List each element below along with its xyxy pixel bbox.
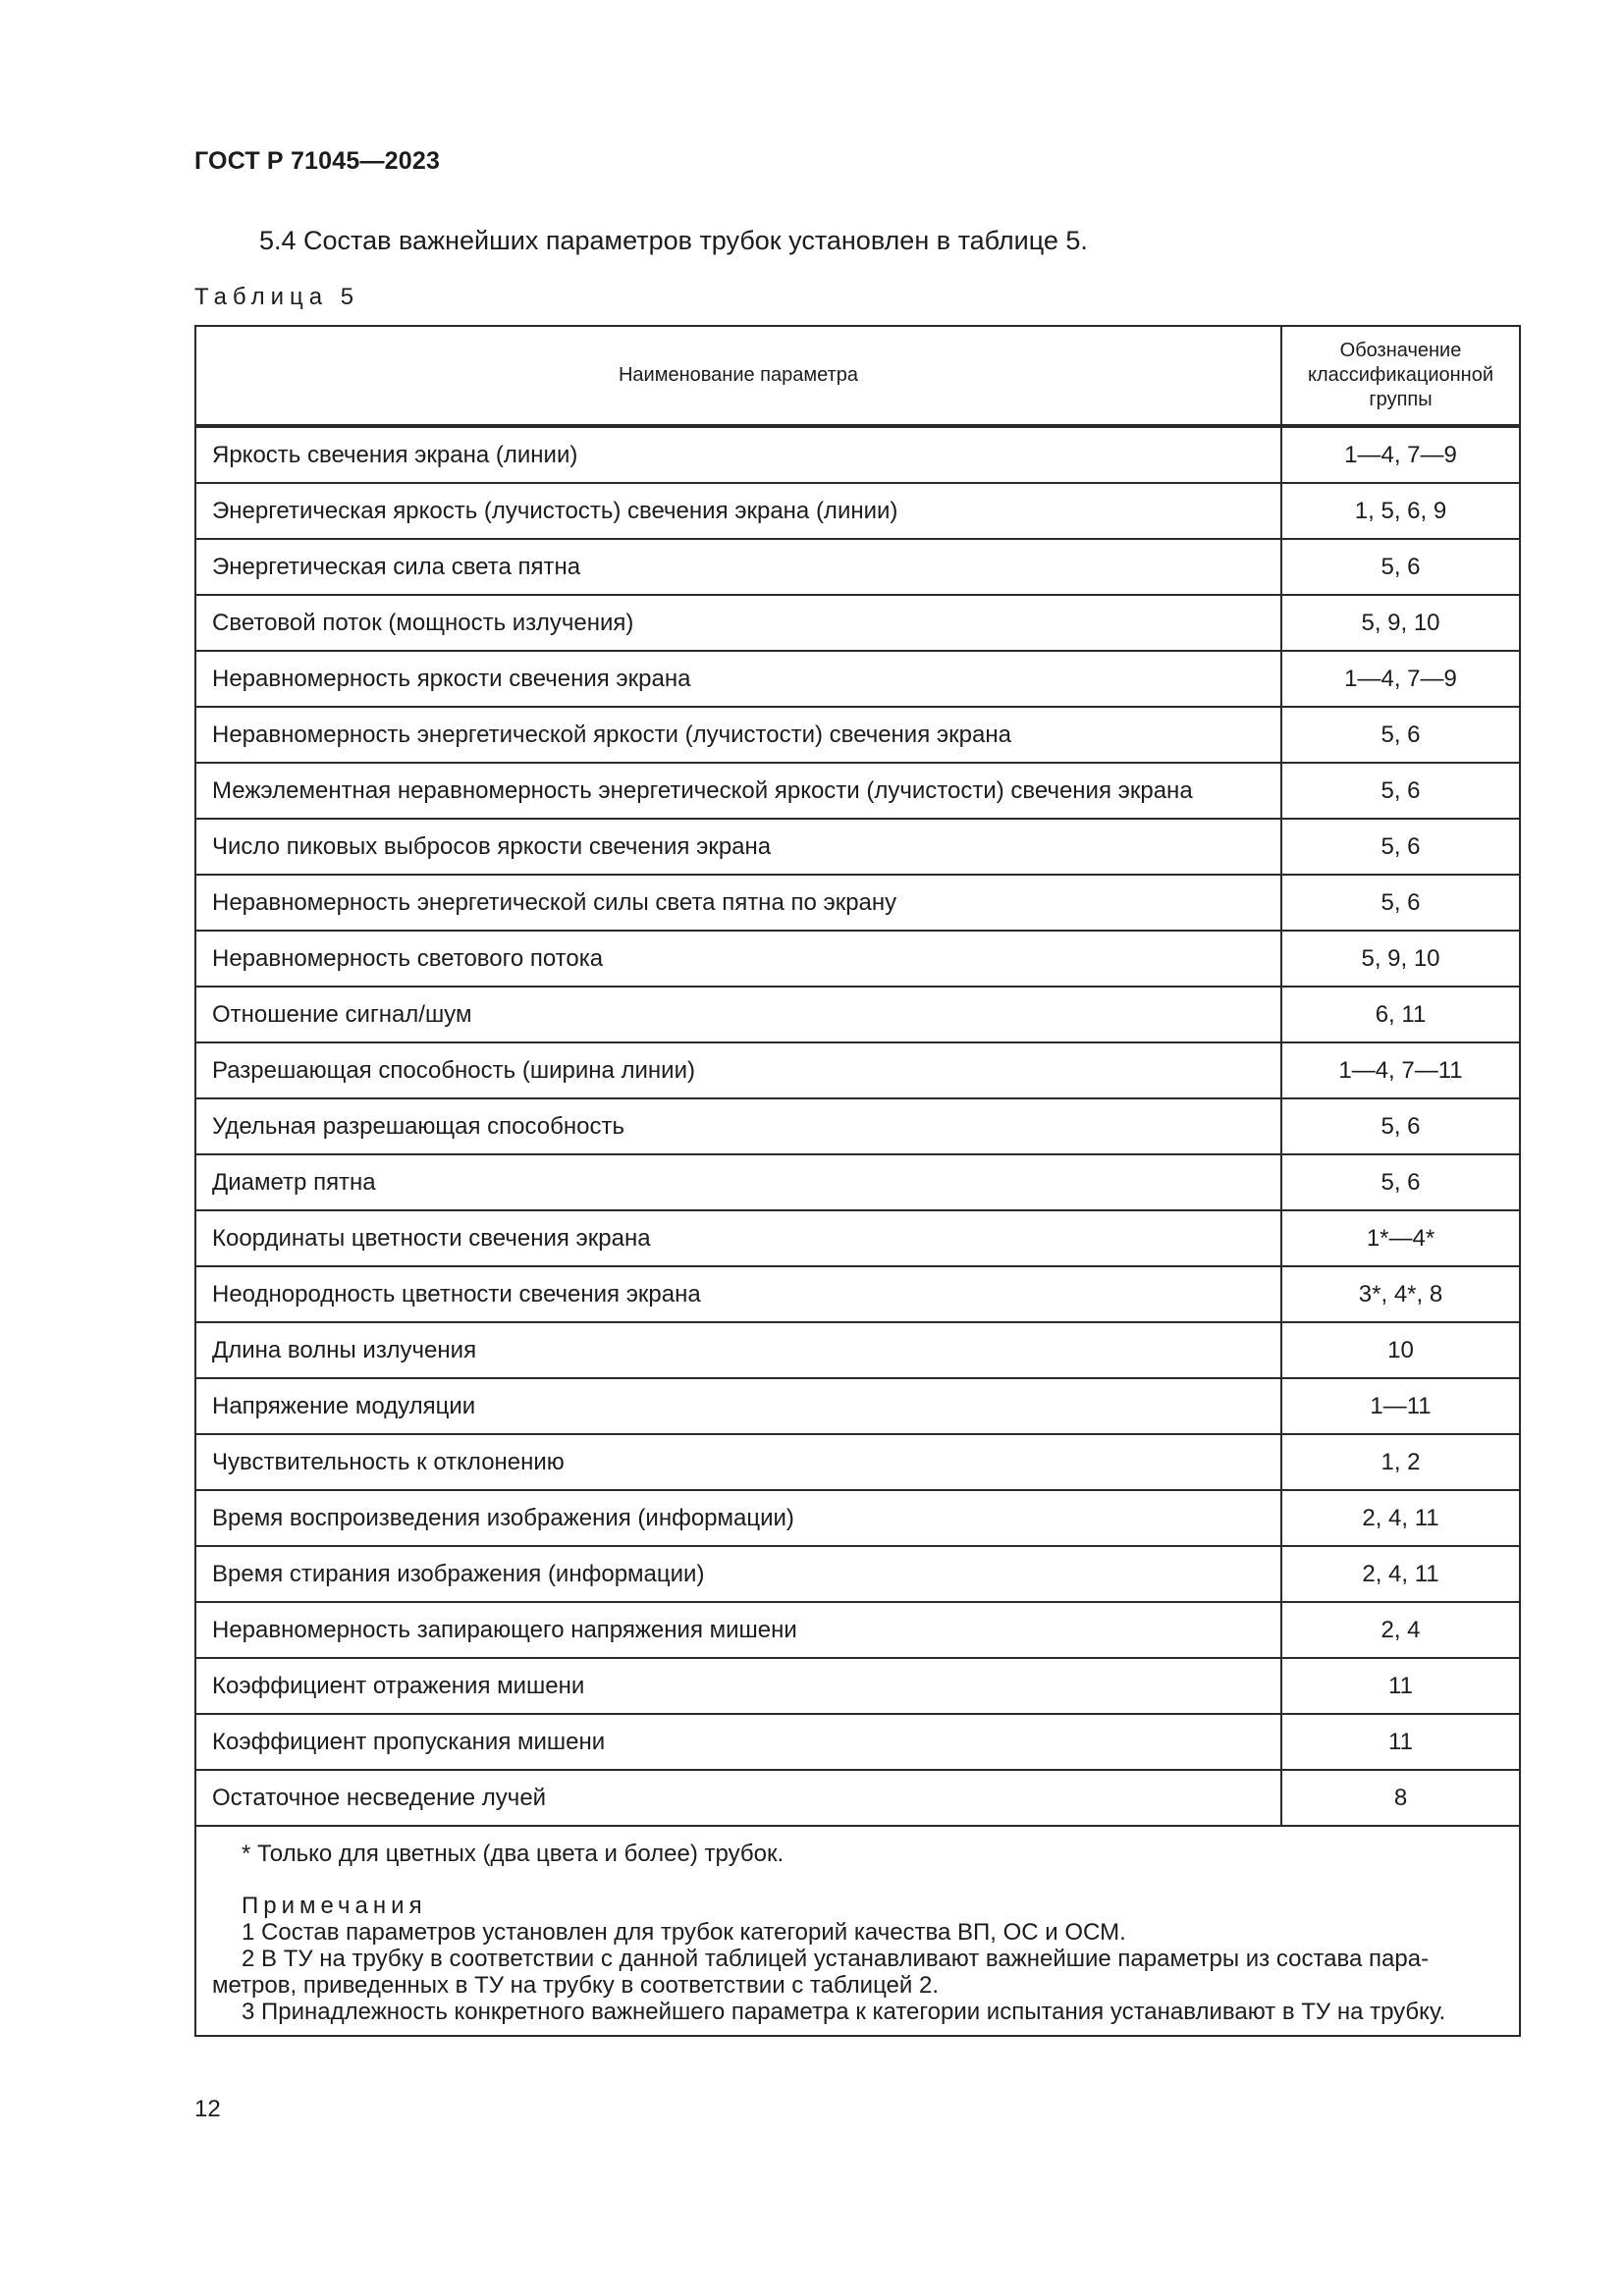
- parameter-name-cell: Межэлементная неравномерность энергетической яркости (лучистости) свечения экрана: [195, 763, 1281, 819]
- column-header-name: Наименование параметра: [195, 326, 1281, 426]
- parameter-name-cell: Время воспроизведения изображения (информации): [195, 1490, 1281, 1546]
- classification-group-cell: 5, 6: [1281, 539, 1520, 595]
- table-row: [195, 1434, 1520, 1490]
- table-row: [195, 1210, 1520, 1266]
- table-row: [195, 931, 1520, 987]
- table-row: [195, 1266, 1520, 1322]
- note-2-continuation: метров, приведенных в ТУ на трубку в соответствии с таблицей 2.: [212, 1972, 939, 1999]
- classification-group-cell: 5, 9, 10: [1281, 595, 1520, 651]
- parameter-name-cell: Напряжение модуляции: [195, 1378, 1281, 1434]
- table-row: [195, 707, 1520, 763]
- parameter-name-cell: Коэффициент отражения мишени: [195, 1658, 1281, 1714]
- table-row: [195, 875, 1520, 931]
- table-caption: Таблица 5: [194, 284, 360, 310]
- parameter-name-cell: Длина волны излучения: [195, 1322, 1281, 1378]
- parameter-name-cell: Неравномерность светового потока: [195, 931, 1281, 987]
- parameter-name-cell: Коэффициент пропускания мишени: [195, 1714, 1281, 1770]
- parameter-name-cell: Чувствительность к отклонению: [195, 1434, 1281, 1490]
- parameter-name-cell: Отношение сигнал/шум: [195, 987, 1281, 1042]
- parameter-name-cell: Световой поток (мощность излучения): [195, 595, 1281, 651]
- parameter-name-cell: Координаты цветности свечения экрана: [195, 1210, 1281, 1266]
- table-row: [195, 763, 1520, 819]
- parameter-name-cell: Разрешающая способность (ширина линии): [195, 1042, 1281, 1098]
- table-body: [195, 426, 1520, 1826]
- classification-group-cell: 2, 4, 11: [1281, 1546, 1520, 1602]
- classification-group-cell: 1—4, 7—11: [1281, 1042, 1520, 1098]
- note-2: 2 В ТУ на трубку в соответствии с данной таблицей устанавливают важнейшие параметры из состава пара-: [242, 1946, 1430, 1972]
- parameter-name-cell: Неоднородность цветности свечения экрана: [195, 1266, 1281, 1322]
- table-row: [195, 987, 1520, 1042]
- table-row: [195, 1658, 1520, 1714]
- note-3: 3 Принадлежность конкретного важнейшего параметра к категории испытания устанавливают в ТУ на трубку.: [242, 1999, 1446, 2025]
- classification-group-cell: 2, 4: [1281, 1602, 1520, 1658]
- parameter-name-cell: Яркость свечения экрана (линии): [195, 426, 1281, 483]
- table-footnote: * Только для цветных (два цвета и более) трубок.: [242, 1841, 785, 1867]
- table-row: [195, 1546, 1520, 1602]
- classification-group-cell: 1*—4*: [1281, 1210, 1520, 1266]
- table-notes-row: [195, 1826, 1520, 2036]
- note-1: 1 Состав параметров установлен для трубок категорий качества ВП, ОС и ОСМ.: [242, 1919, 1126, 1946]
- classification-group-cell: 5, 6: [1281, 1098, 1520, 1154]
- table-row: [195, 1322, 1520, 1378]
- classification-group-cell: 5, 6: [1281, 763, 1520, 819]
- parameters-table: [194, 325, 1521, 2037]
- table-row: [195, 1042, 1520, 1098]
- classification-group-cell: 11: [1281, 1714, 1520, 1770]
- parameter-name-cell: Неравномерность яркости свечения экрана: [195, 651, 1281, 707]
- table-row: [195, 1154, 1520, 1210]
- parameter-name-cell: Неравномерность энергетической силы света пятна по экрану: [195, 875, 1281, 931]
- parameter-name-cell: Диаметр пятна: [195, 1154, 1281, 1210]
- table-row: [195, 1770, 1520, 1826]
- classification-group-cell: 1—4, 7—9: [1281, 651, 1520, 707]
- parameter-name-cell: Остаточное несведение лучей: [195, 1770, 1281, 1826]
- table-row: [195, 1378, 1520, 1434]
- classification-group-cell: 3*, 4*, 8: [1281, 1266, 1520, 1322]
- table-row: [195, 651, 1520, 707]
- table-row: [195, 539, 1520, 595]
- parameter-name-cell: Энергетическая сила света пятна: [195, 539, 1281, 595]
- document-header: ГОСТ Р 71045—2023: [194, 147, 441, 175]
- classification-group-cell: 1, 2: [1281, 1434, 1520, 1490]
- table-row: [195, 595, 1520, 651]
- classification-group-cell: 5, 6: [1281, 819, 1520, 875]
- notes-title: Примечания: [242, 1893, 427, 1919]
- parameter-name-cell: Неравномерность запирающего напряжения мишени: [195, 1602, 1281, 1658]
- classification-group-cell: 1—4, 7—9: [1281, 426, 1520, 483]
- classification-group-cell: 2, 4, 11: [1281, 1490, 1520, 1546]
- parameter-name-cell: Неравномерность энергетической яркости (лучистости) свечения экрана: [195, 707, 1281, 763]
- classification-group-cell: 5, 6: [1281, 875, 1520, 931]
- column-header-group: [1281, 326, 1520, 426]
- table-row: [195, 483, 1520, 539]
- classification-group-cell: 11: [1281, 1658, 1520, 1714]
- classification-group-cell: 6, 11: [1281, 987, 1520, 1042]
- parameter-name-cell: Энергетическая яркость (лучистость) свечения экрана (линии): [195, 483, 1281, 539]
- column-header-group-text: Обозначение классификационной группы: [1307, 340, 1493, 410]
- classification-group-cell: 1, 5, 6, 9: [1281, 483, 1520, 539]
- classification-group-cell: 5, 6: [1281, 1154, 1520, 1210]
- page-number: 12: [194, 2096, 221, 2122]
- classification-group-cell: 1—11: [1281, 1378, 1520, 1434]
- table-row: [195, 819, 1520, 875]
- table-row: [195, 426, 1520, 483]
- parameter-name-cell: Удельная разрешающая способность: [195, 1098, 1281, 1154]
- parameter-name-cell: Число пиковых выбросов яркости свечения экрана: [195, 819, 1281, 875]
- intro-paragraph: 5.4 Состав важнейших параметров трубок установлен в таблице 5.: [259, 226, 1088, 255]
- table-row: [195, 1602, 1520, 1658]
- classification-group-cell: 5, 9, 10: [1281, 931, 1520, 987]
- table-row: [195, 1490, 1520, 1546]
- table-row: [195, 1098, 1520, 1154]
- table-notes-cell: [195, 1826, 1520, 2036]
- classification-group-cell: 10: [1281, 1322, 1520, 1378]
- table-header-row: [195, 326, 1520, 426]
- classification-group-cell: 5, 6: [1281, 707, 1520, 763]
- table-row: [195, 1714, 1520, 1770]
- classification-group-cell: 8: [1281, 1770, 1520, 1826]
- parameter-name-cell: Время стирания изображения (информации): [195, 1546, 1281, 1602]
